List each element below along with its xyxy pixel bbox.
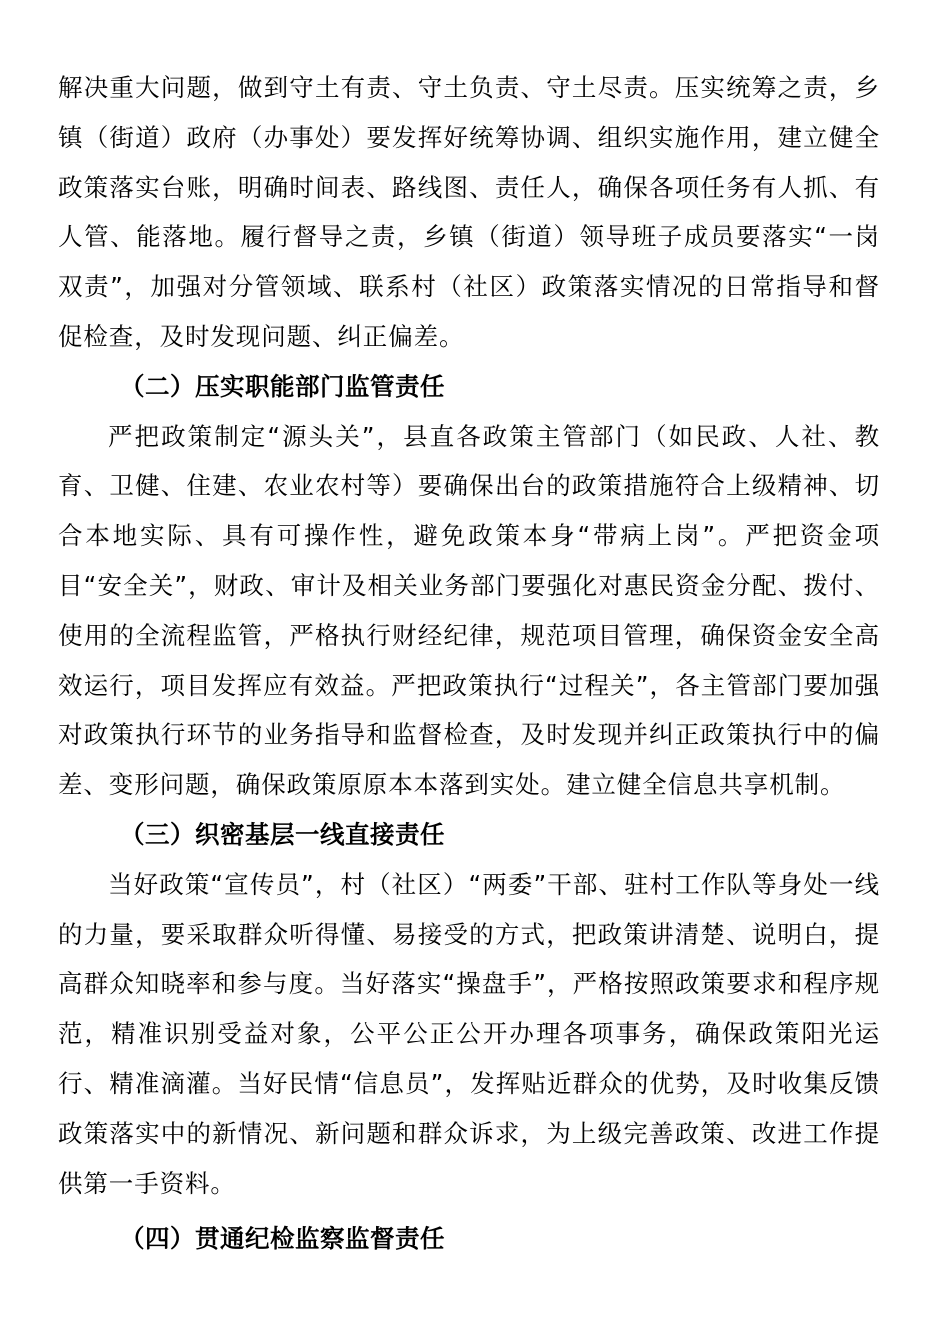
heading-department-supervision: （二）压实职能部门监管责任 [120,371,445,401]
heading-grassroots-responsibility: （三）织密基层一线直接责任 [120,819,445,849]
paragraph-department-supervision: 严把政策制定“源头关”，县直各政策主管部门（如民政、人社、教育、卫健、住建、农业农村等）要确保出台的政策措施符合上级精神、切合本地实际、具有可操作性，避免政策本身“带病上岗”。严把资金项目“安全关”，财政、审计及相关业务部门要强化对惠民资金分配、拨付、使用的全流程监管，严格执行财经纪律，规范项目管理，确保资金安全高效运行，项目发挥应有效益。严把政策执行“过程关”，各主管部门要加强对政策执行环节的业务指导和监督检查，及时发现并纠正政策执行中的偏差、变形问题，确保政策原原本本落到实处。建立健全信息共享机制。 [58,421,880,800]
heading-discipline-inspection: （四）贯通纪检监察监督责任 [120,1224,445,1254]
paragraph-grassroots-responsibility: 当好政策“宣传员”，村（社区）“两委”干部、驻村工作队等身处一线的力量，要采取群众听得懂、易接受的方式，把政策讲清楚、说明白，提高群众知晓率和参与度。当好落实“操盘手”，严格按照政策要求和程序规范，精准识别受益对象，公平公正公开办理各项事务，确保政策阳光运行、精准滴灌。当好民情“信息员”，发挥贴近群众的优势，及时收集反馈政策落实中的新情况、新问题和群众诉求，为上级完善政策、改进工作提供第一手资料。 [58,869,880,1198]
paragraph-township-responsibility: 解决重大问题，做到守土有责、守土负责、守土尽责。压实统筹之责，乡镇（街道）政府（办事处）要发挥好统筹协调、组织实施作用，建立健全政策落实台账，明确时间表、路线图、责任人，确保各项任务有人抓、有人管、能落地。履行督导之责，乡镇（街道）领导班子成员要落实“一岗双责”，加强对分管领域、联系村（社区）政策落实情况的日常指导和督促检查，及时发现问题、纠正偏差。 [58,73,880,351]
document-page [58,63,880,1264]
